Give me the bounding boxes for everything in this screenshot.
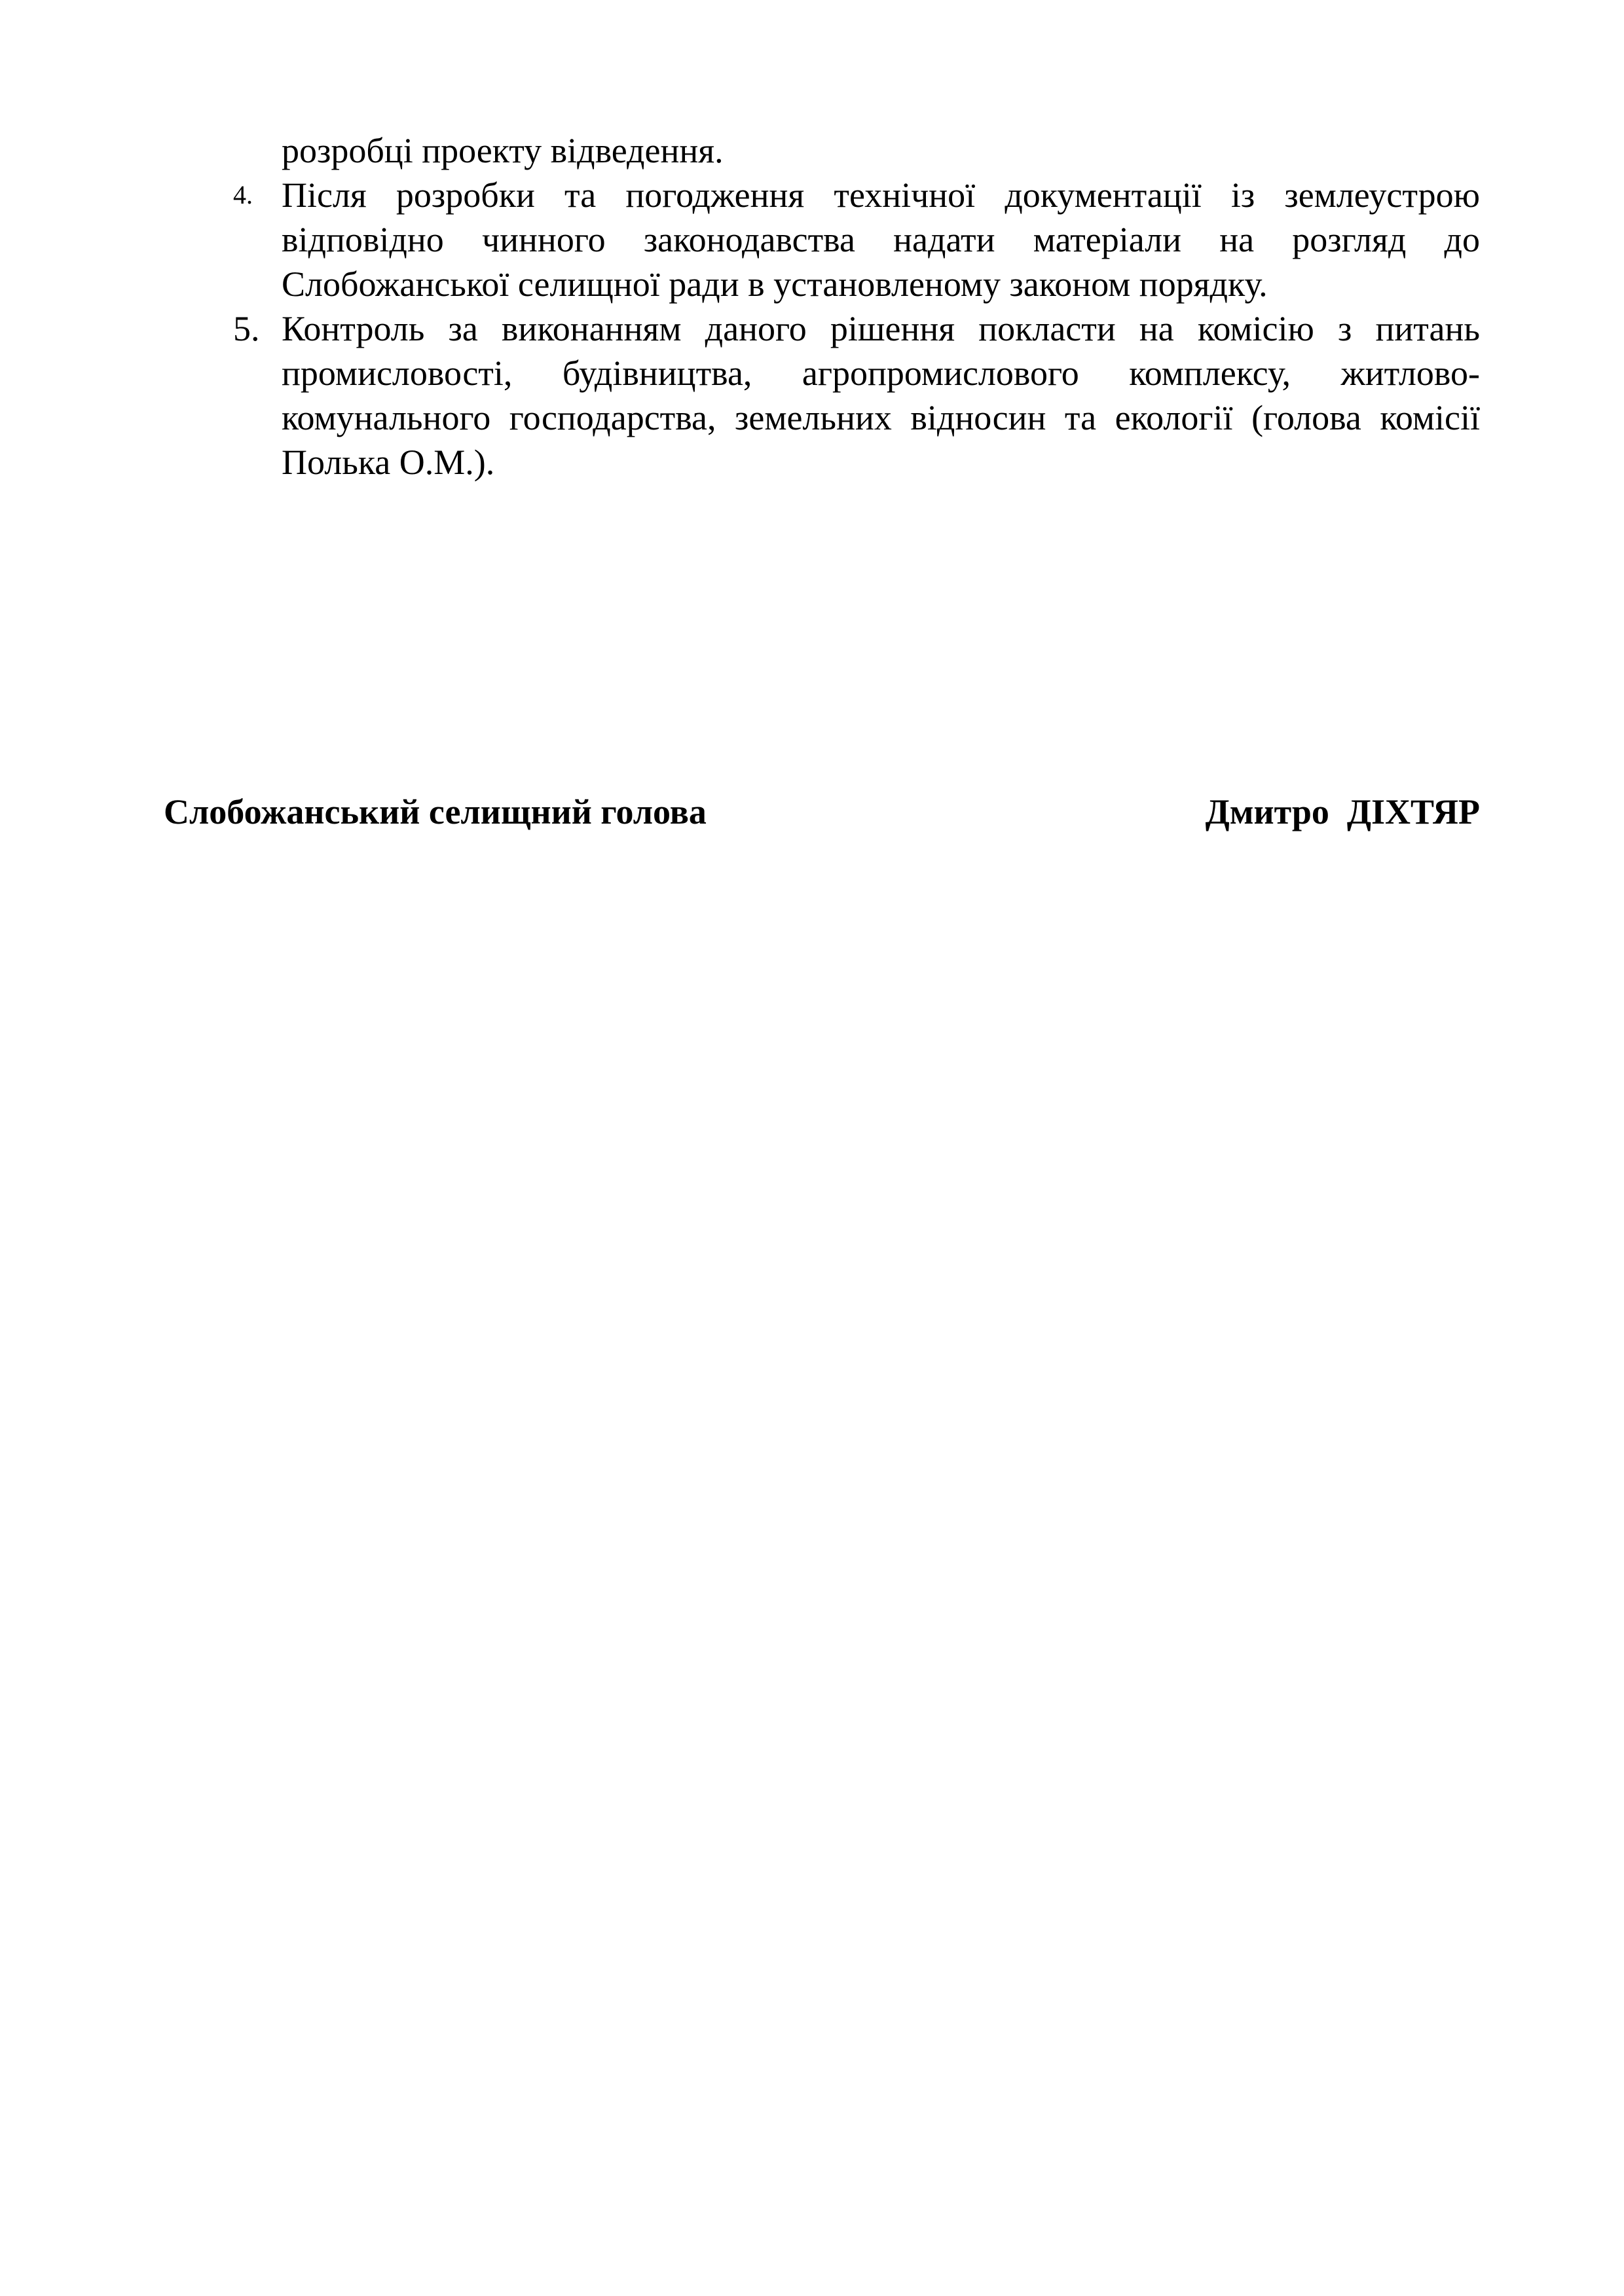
list-item-4: [164, 173, 1480, 306]
signature-position: Слобожанський селищний голова: [164, 792, 707, 831]
document-body: [164, 128, 1480, 484]
list-item-text: Після розробки та погодження технічної документації із землеустрою відповідно чинного законодавства надати матеріали на розгляд до Слобожанської селищної ради в установленому законом порядку.: [282, 175, 1480, 304]
list-item-text: Контроль за виконанням даного рішення покласти на комісію з питань промисловості, будівництва, агропромислового комплексу, житлово-комунального господарства, земельних відносин та екології (голова комісії Полька О.М.).: [282, 309, 1480, 482]
list-item-number: 4.: [233, 180, 253, 210]
signature-block: [164, 790, 1480, 834]
list-item-5: [164, 306, 1480, 484]
signature-name: Дмитро ДІХТЯР: [1205, 792, 1480, 831]
list-item-number: 5.: [233, 309, 260, 348]
continuation-paragraph: розробці проекту відведення.: [282, 131, 724, 170]
